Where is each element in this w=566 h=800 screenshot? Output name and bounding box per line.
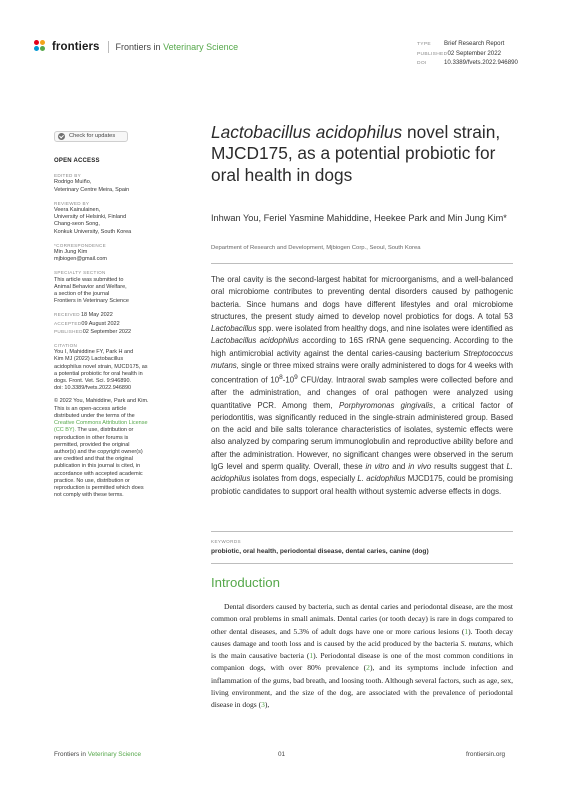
received-date: RECEIVED18 May 2022 bbox=[54, 312, 113, 319]
reviewed-by-label: REVIEWED BY bbox=[54, 200, 90, 206]
cc-by-link[interactable]: (CC BY). bbox=[54, 427, 76, 434]
page-number: 01 bbox=[278, 751, 286, 758]
keywords: probiotic, oral health, periodontal disease, dental caries, canine (dog) bbox=[211, 548, 429, 555]
correspondence-label: *CORRESPONDENCE bbox=[54, 242, 106, 248]
citation-label: CITATION bbox=[54, 343, 78, 349]
specialty-section-label: SPECIALTY SECTION bbox=[54, 270, 106, 276]
article-title: Lactobacillus acidophilus novel strain, MJCD175, as a potential probiotic for oral health in dogs bbox=[211, 122, 501, 185]
author-list[interactable]: Inhwan You, Feriel Yasmine Mahiddine, Heekee Park and Min Jung Kim* bbox=[211, 213, 507, 223]
doi-link[interactable]: 10.3389/fvets.2022.946890 bbox=[444, 59, 518, 67]
edited-by-label: EDITED BY bbox=[54, 173, 81, 179]
section-heading-introduction: Introduction bbox=[211, 575, 280, 590]
abstract: The oral cavity is the second-largest habitat for microorganisms, and a well-balanced oral microbiome contributes to preventing dental disorders caused by pathogenic bacteria. Since humans and dogs have different lifestyles and oral microbiome structures, the present study aimed to develop novel probiotics for dogs. A total 53 Lactobacillus spp. were isolated from healthy dogs, and nine isolates were identified as Lactobacillus acidophilus according to 16S rRNA gene sequencing. According to the high antimicrobial activity against the dental caries-causing bacterium Streptococcus mutans, single or three mixed strains were orally administered to dogs for 4 weeks with concentration of $10^8-10^9$ CFU/day. Intraoral swab samples were collected before and after the administration, and changes of oral pathogen were analyzed using quantitative PCR. Among them, Porphyromonas gingivalis, a critical factor of periodontitis, was significantly reduced in the single-strain administered group. Based on the acid and bile salts tolerance characteristics of isolates, systemic effects were also analyzed by comparing serum immunoglobulin and reproductive ability before and after the administration. However, no significant changes were observed in the serum IgG level and sperm quality. Overall, these in vitro and in vivo results suggest that L. acidophilus isolates from dogs, especially L. acidophilus MJCD175, could be promising probiotic candidates to support oral health without systemic adverse effects in dogs. bbox=[211, 275, 514, 496]
site-link[interactable]: frontiersin.org bbox=[466, 751, 506, 758]
divider bbox=[108, 41, 109, 53]
reference-link[interactable]: 2 bbox=[366, 663, 370, 673]
introduction-text: Dental disorders caused by bacteria, such as dental caries and periodontal disease, are the most common oral problems in small animals. Dental caries (or tooth decay) is rare in dogs compared to other dental diseases, and 5.3% of adult dogs have one or more carious lesions (1). Tooth decay causes damage and tooth loss and is caused by the acid produced by the bacteria S. mutans, which is the main causative bacteria (1). Periodontal disease is one of the most common conditions in companion dogs, with over 80% prevalence (2), and its symptoms include infection and inflammation of the gums, bad breath, and loosing tooth. Although several factors, such as age, sex, living environment, and the size of the dog, are associated with the prevalence of periodontal disease in dogs (3), bbox=[211, 602, 513, 709]
accepted-date: ACCEPTED09 August 2022 bbox=[54, 320, 120, 327]
journal-logo[interactable] bbox=[34, 40, 238, 54]
reference-link[interactable]: 1 bbox=[309, 651, 314, 660]
article-sidebar: Check for updates OPEN ACCESS EDITED BY Rodrigo Muiño, Veterinary Centre Meira, Spain REVIEWED BY Veera Kainulainen, University of Helsinki, Finland Chang-seon Song, Konkuk University, South Korea *CORRESPONDENCE Min Jung Kim mjbiogen@gmail.com SPECIALTY SECTION This article was submitted to Animal Behavior and Welfare, a section of the journal Frontiers in Veterinary Science RECEIVED18 May 2022 ACCEPTED09 August 2022 PUBLISHED02 September 2022 CITATION You I, Mahiddine FY, Park H and Kim MJ (2022) Lactobacillus acidophilus novel strain, MJCD175, as a potential probiotic for oral health in dogs. Front. Vet. Sci. 9:946890. doi: 10.3389/fvets.2022.946890 © 2022 You, Mahiddine, Park and Kim. This is an open-access article distributed under the terms of the Creative Commons Attribution License (CC BY). The use, distribution or reproduction in other forums is permitted, provided the original author(s) and the copyright owner(s) are credited and that the original publication in this journal is cited, in accordance with accepted academic practice. No use, distribution or reproduction is permitted which does not comply with these terms. bbox=[54, 131, 182, 499]
published-date: 02 September 2022 bbox=[447, 49, 501, 57]
copyright-notice: © 2022 You, Mahiddine, Park and Kim. This is an open-access article distributed under the terms of the Creative Commons Attribution License (CC BY). The use, distribution or reproduction in other forums is permitted, provided the original author(s) and the copyright owner(s) are credited and that the original publication in this journal is cited, in accordance with accepted academic practice. No use, distribution or reproduction is permitted which does not comply with these terms. bbox=[54, 398, 182, 499]
check-for-updates-button[interactable]: Check for updates bbox=[54, 131, 128, 142]
divider bbox=[211, 263, 513, 264]
published-date-sidebar: PUBLISHED02 September 2022 bbox=[54, 328, 132, 335]
check-icon bbox=[58, 133, 65, 140]
footer-journal: Frontiers in Veterinary Science bbox=[54, 751, 142, 758]
email-link[interactable]: mjbiogen@gmail.com bbox=[54, 256, 107, 263]
divider bbox=[211, 531, 513, 532]
affiliation: Department of Research and Development, Mjbiogen Corp., Seoul, South Korea bbox=[211, 245, 421, 251]
keywords-label: KEYWORDS bbox=[211, 539, 241, 544]
article-type: Brief Research Report bbox=[444, 40, 505, 47]
brand-name: frontiers bbox=[52, 41, 100, 53]
reference-link[interactable]: 1 bbox=[464, 626, 469, 636]
journal-name: Frontiers in Veterinary Science bbox=[115, 42, 239, 52]
article-meta: TYPE Brief Research Report PUBLISHED02 September 2022 DOI 10.3389/fvets.2022.946890 bbox=[417, 40, 518, 67]
open-access-label: OPEN ACCESS bbox=[54, 158, 100, 164]
frontiers-logo-icon bbox=[34, 40, 48, 54]
license-link[interactable]: Creative Commons Attribution License bbox=[54, 420, 148, 427]
divider bbox=[211, 563, 513, 564]
reference-link[interactable]: 3 bbox=[261, 700, 265, 709]
